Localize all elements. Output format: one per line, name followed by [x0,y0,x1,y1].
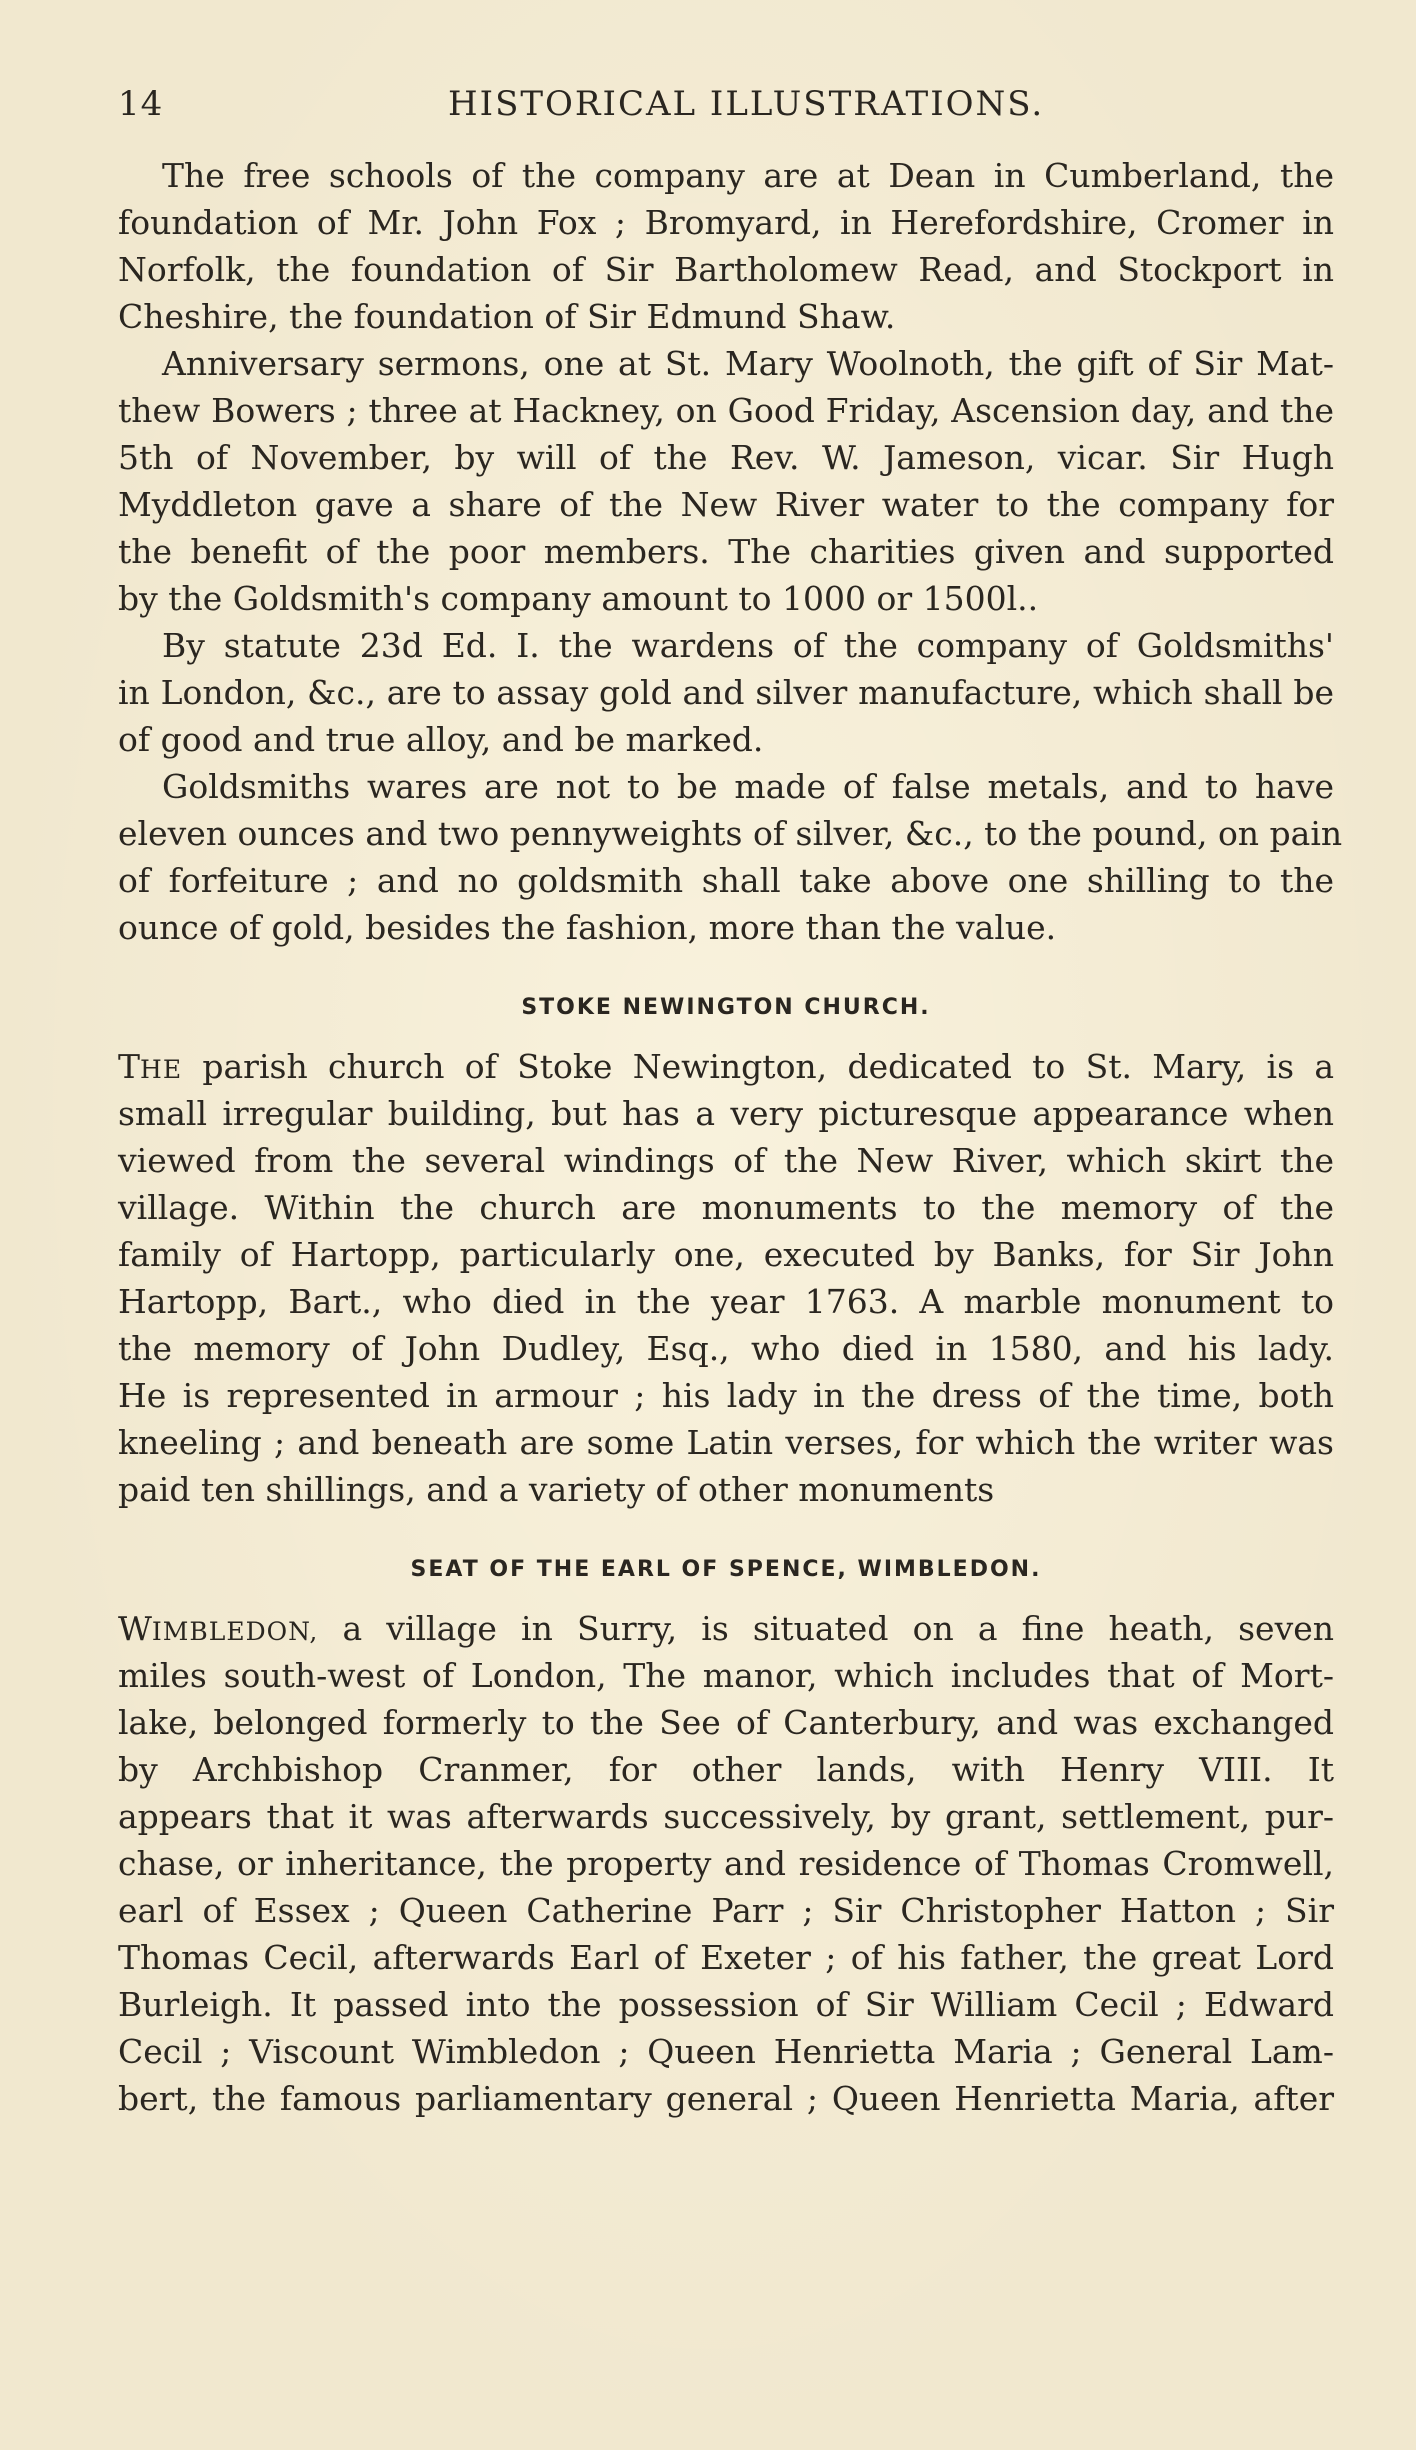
spacer [118,951,1334,993]
paragraph-goldsmiths-wares [118,763,1343,951]
paragraph-free-schools [118,152,1334,340]
paragraph-anniversary-sermons [118,340,1334,622]
text-line: Thomas Cecil, afterwards Earl of Exeter ; of his father, the great Lord [118,1938,1334,1977]
text-line: 5th of November, by will of the Rev. W. Jameson, vicar. Sir Hugh [118,438,1334,477]
lead-small-caps: HE [140,1055,183,1084]
spacer [118,1023,1334,1043]
text-line: of good and true alloy, and be marked. [118,720,764,759]
spacer [118,1585,1334,1605]
text-line: eleven ounces and two pennyweights of silver, &c., to the pound, on pain [118,814,1343,853]
text-line: of forfeiture ; and no goldsmith shall take above one shilling to the [118,861,1334,900]
text-line: Norfolk, the foundation of Sir Bartholomew Read, and Stockport in [118,250,1334,289]
section-heading-stoke-newington: STOKE NEWINGTON CHURCH. [521,995,931,1020]
text-line: the benefit of the poor members. The charities given and supported [118,532,1334,571]
text-line-lead [118,1043,1334,1090]
spacer [118,1513,1334,1555]
text-line: by Archbishop Cranmer, for other lands, with Henry VIII. It [118,1750,1334,1789]
text-line: ounce of gold, besides the fashion, more than the value. [118,908,1057,947]
text-line: kneeling ; and beneath are some Latin verses, for which the writer was [118,1423,1334,1462]
text-line: small irregular building, but has a very picturesque appearance when [118,1094,1334,1133]
text-line: Hartopp, Bart., who died in the year 1763. A marble monument to [118,1282,1334,1321]
text-line: Cecil ; Viscount Wimbledon ; Queen Henrietta Maria ; General Lam- [118,2032,1334,2071]
text-line: foundation of Mr. John Fox ; Bromyard, in Herefordshire, Cromer in [118,203,1334,242]
text-line: in London, &c., are to assay gold and silver manufacture, which shall be [118,673,1334,712]
text-line: thew Bowers ; three at Hackney, on Good Friday, Ascension day, and the [118,391,1334,430]
text-line: village. Within the church are monuments to the memory of the [118,1188,1334,1227]
text-line: appears that it was afterwards successively, by grant, settlement, pur- [118,1797,1334,1836]
text-line: lake, belonged formerly to the See of Canterbury, and was exchanged [118,1703,1334,1742]
text-line: family of Hartopp, particularly one, executed by Banks, for Sir John [118,1235,1334,1274]
text-line-lead [118,1605,1334,1652]
text-line: He is represented in armour ; his lady in the dress of the time, both [118,1376,1334,1415]
running-head: HISTORICAL ILLUSTRATIONS. [448,84,1045,124]
paragraph-wimbledon [118,1605,1334,2122]
lead-line-text: a village in Surry, is situated on a fine heath, seven [318,1609,1334,1648]
text-line: bert, the famous parliamentary general ; Queen Henrietta Maria, after [118,2079,1334,2118]
text-line: miles south-west of London, The manor, which includes that of Mort- [118,1656,1334,1695]
text-line: earl of Essex ; Queen Catherine Parr ; Sir Christopher Hatton ; Sir [118,1891,1334,1930]
paragraph-statute [118,622,1334,763]
text-line: paid ten shillings, and a variety of other monuments [118,1470,995,1509]
text-line: The free schools of the company are at Dean in Cumberland, the [162,156,1334,195]
text-line: viewed from the several windings of the New River, which skirt the [118,1141,1334,1180]
section-heading-wimbledon: SEAT OF THE EARL OF SPENCE, WIMBLEDON. [410,1557,1042,1582]
text-line: Goldsmiths wares are not to be made of false metals, and to have [162,767,1334,806]
page-body [118,152,1343,2122]
text-line: chase, or inheritance, the property and residence of Thomas Cromwell, [118,1844,1334,1883]
page-header [118,84,1318,134]
text-line: Burleigh. It passed into the possession of Sir William Cecil ; Edward [118,1985,1334,2024]
text-line: Myddleton gave a share of the New River water to the company for [118,485,1334,524]
text-line: Cheshire, the foundation of Sir Edmund Shaw. [118,297,896,336]
text-line: Anniversary sermons, one at St. Mary Woolnoth, the gift of Sir Mat- [162,344,1334,383]
text-line: By statute 23d Ed. I. the wardens of the company of Goldsmiths' [162,626,1334,665]
lead-capital: T [118,1047,141,1086]
page-number: 14 [118,84,164,124]
lead-small-caps: IMBLEDON, [151,1617,319,1646]
lead-line-text: parish church of Stoke Newington, dedicated to St. Mary, is a [182,1047,1334,1086]
lead-capital: W [118,1609,152,1648]
paragraph-stoke-newington [118,1043,1334,1513]
text-line: the memory of John Dudley, Esq., who died in 1580, and his lady. [118,1329,1334,1368]
text-line: by the Goldsmith's company amount to 1000 or 1500l.. [118,579,1039,618]
